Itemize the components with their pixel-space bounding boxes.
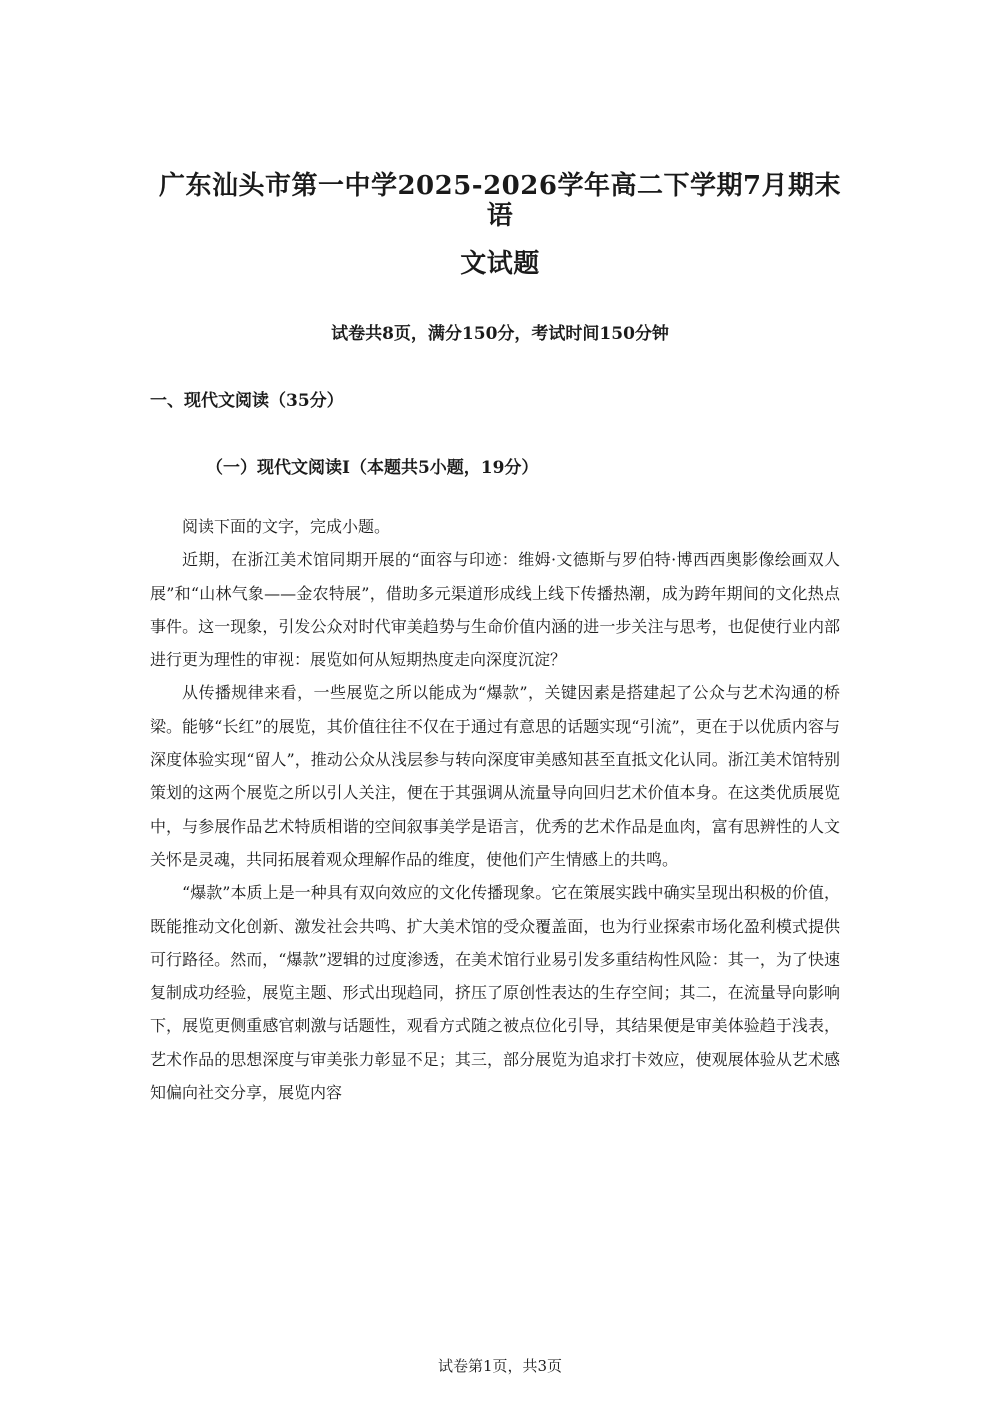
passage-paragraph-1: 近期，在浙江美术馆同期开展的“面容与印迹：维姆·文德斯与罗伯特·博西西奥影像绘画双人展”和“山林气象——金农特展”，借助多元渠道形成线上线下传播热潮，成为跨年期间的文化热点事件。这一现象，引发公众对时代审美趋势与生命价值内涵的进一步关注与思考，也促使行业内部进行更为理性的审视：展览如何从短期热度走向深度沉淀？ — [150, 550, 840, 670]
section-heading: 一、现代文阅读（35分） — [150, 391, 344, 411]
passage-paragraph-2: 从传播规律来看，一些展览之所以能成为“爆款”，关键因素是搭建起了公众与艺术沟通的桥梁。能够“长红”的展览，其价值往往不仅在于通过有意思的话题实现“引流”，更在于以优质内容与深度体验实现“留人”，推动公众从浅层参与转向深度审美感知甚至直抵文化认同。浙江美术馆特别策划的这两个展览之所以引人关注，便在于其强调从流量导向回归艺术价值本身。在这类优质展览中，与参展作品艺术特质相谐的空间叙事美学是语言，优秀的艺术作品是血肉，富有思辨性的人文关怀是灵魂，共同拓展着观众理解作品的维度，使他们产生情感上的共鸣。 — [150, 683, 840, 869]
exam-info: 试卷共8页，满分150分，考试时间150分钟 — [331, 324, 669, 344]
exam-title-line-2: 文试题 — [460, 249, 540, 279]
reading-passage — [150, 510, 840, 1109]
instruction-text: 阅读下面的文字，完成小题。 — [182, 517, 391, 536]
exam-title-line-1: 广东汕头市第一中学2025-2026学年高二下学期7月期末语 — [158, 171, 842, 231]
page-footer: 试卷第1页，共3页 — [437, 1357, 563, 1375]
subsection-heading: （一）现代文阅读Ⅰ（本题共5小题，19分） — [206, 458, 539, 478]
passage-paragraph-3: “爆款”本质上是一种具有双向效应的文化传播现象。它在策展实践中确实呈现出积极的价值，既能推动文化创新、激发社会共鸣、扩大美术馆的受众覆盖面，也为行业探索市场化盈利模式提供可行路径。然而，“爆款”逻辑的过度渗透，在美术馆行业易引发多重结构性风险：其一，为了快速复制成功经验，展览主题、形式出现趋同，挤压了原创性表达的生存空间；其二，在流量导向影响下，展览更侧重感官刺激与话题性，观看方式随之被点位化引导，其结果便是审美体验趋于浅表，艺术作品的思想深度与审美张力彰显不足；其三，部分展览为追求打卡效应，使观展体验从艺术感知偏向社交分享，展览内容 — [150, 883, 840, 1103]
